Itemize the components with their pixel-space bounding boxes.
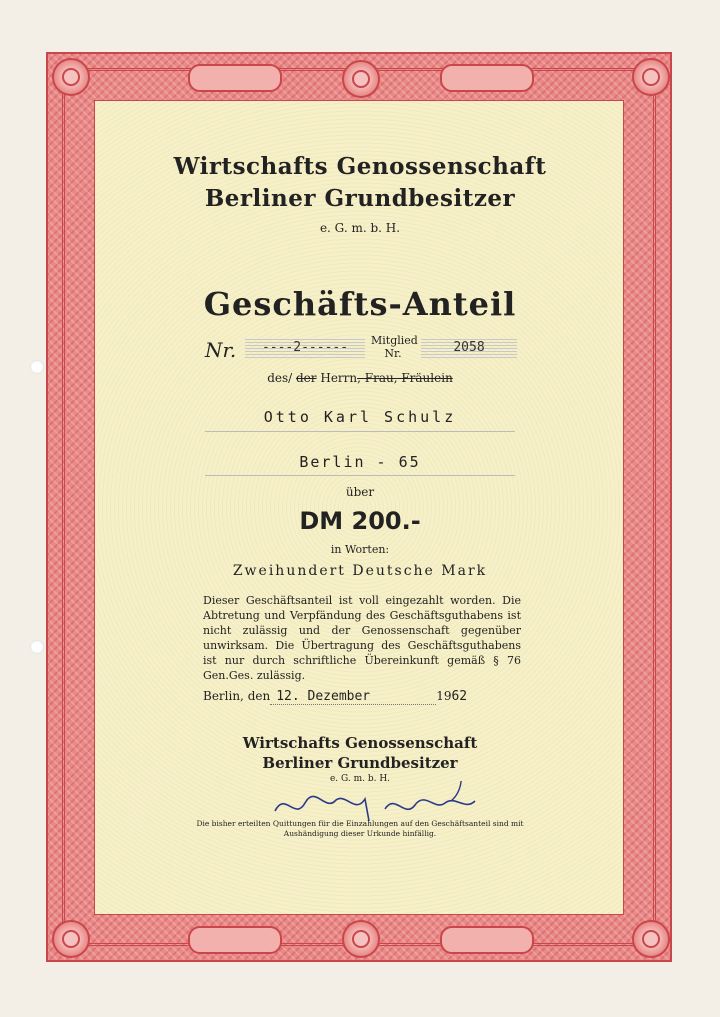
punch-hole-bottom (30, 640, 44, 654)
holder-prefix-line (95, 371, 625, 385)
issuer-line-1: Wirtschafts Genossenschaft (173, 153, 547, 180)
issuer-line-2: Berliner Grundbesitzer (204, 185, 516, 212)
holder-herrn: Herrn (320, 371, 358, 385)
holder-prefix: des/ (267, 371, 293, 385)
member-label-2: Nr. (384, 347, 402, 360)
amount-value: DM 200.- (299, 507, 421, 535)
punch-hole-top (30, 360, 44, 374)
holder-struck-der: der (296, 371, 317, 385)
bottom-left-corner-ornament-icon (52, 920, 90, 958)
number-line (95, 336, 625, 362)
number-value: ----2------ (245, 338, 365, 358)
terms-paragraph: Dieser Geschäftsanteil ist voll eingezahlt worden. Die Abtretung und Verpfändung des Geschäftsguthabens ist nicht zulässig und der Genossenschaft gegenüber unwirksam. Die Übertragung des Geschäftsguthabens ist nur durch schriftliche Übereinkunft gemäß § 76 Gen.Ges. zulässig. (203, 594, 521, 682)
bottom-right-cartouche (440, 926, 534, 954)
amount-in-words: Zweihundert Deutsche Mark (232, 563, 488, 579)
holder-city-underline (205, 475, 515, 476)
date-year-suffix: 62 (451, 689, 468, 704)
document-title: Geschäfts-Anteil (203, 285, 517, 323)
signature-issuer-line-3: e. G. m. b. H. (329, 774, 391, 784)
top-left-cartouche (188, 64, 282, 92)
issuer-line-3: e. G. m. b. H. (319, 221, 401, 235)
ueber-label: über (345, 485, 375, 499)
member-number-value: 2058 (421, 338, 517, 358)
signature-issuer-line-2: Berliner Grundbesitzer (262, 754, 458, 772)
top-right-cartouche (440, 64, 534, 92)
holder-name: Otto Karl Schulz (263, 408, 457, 426)
top-left-corner-ornament-icon (52, 58, 90, 96)
member-label (371, 334, 418, 360)
holder-name-underline (205, 431, 515, 432)
in-words-label: in Worten: (330, 543, 390, 556)
bottom-center-ornament-icon (342, 920, 380, 958)
bottom-left-cartouche (188, 926, 282, 954)
top-right-corner-ornament-icon (632, 58, 670, 96)
top-center-ornament-icon (342, 60, 380, 98)
date-day-month: 12. Dezember (270, 689, 436, 705)
date-line (203, 689, 521, 705)
bottom-right-corner-ornament-icon (632, 920, 670, 958)
certificate-panel (94, 100, 624, 915)
holder-city: Berlin - 65 (299, 453, 421, 471)
member-label-1: Mitglied (371, 334, 418, 347)
footnote: Die bisher erteilten Quittungen für die Einzahlungen auf den Geschäftsanteil sind mit Aushändigung dieser Urkunde hinfällig. (196, 819, 524, 838)
signature-issuer-line-1: Wirtschafts Genossenschaft (242, 734, 478, 752)
date-year-prefix: 19 (436, 689, 452, 703)
number-label: Nr. (205, 338, 237, 362)
date-prefix: Berlin, den (203, 689, 271, 703)
holder-struck-frau: , Frau, Fräulein (357, 371, 453, 385)
